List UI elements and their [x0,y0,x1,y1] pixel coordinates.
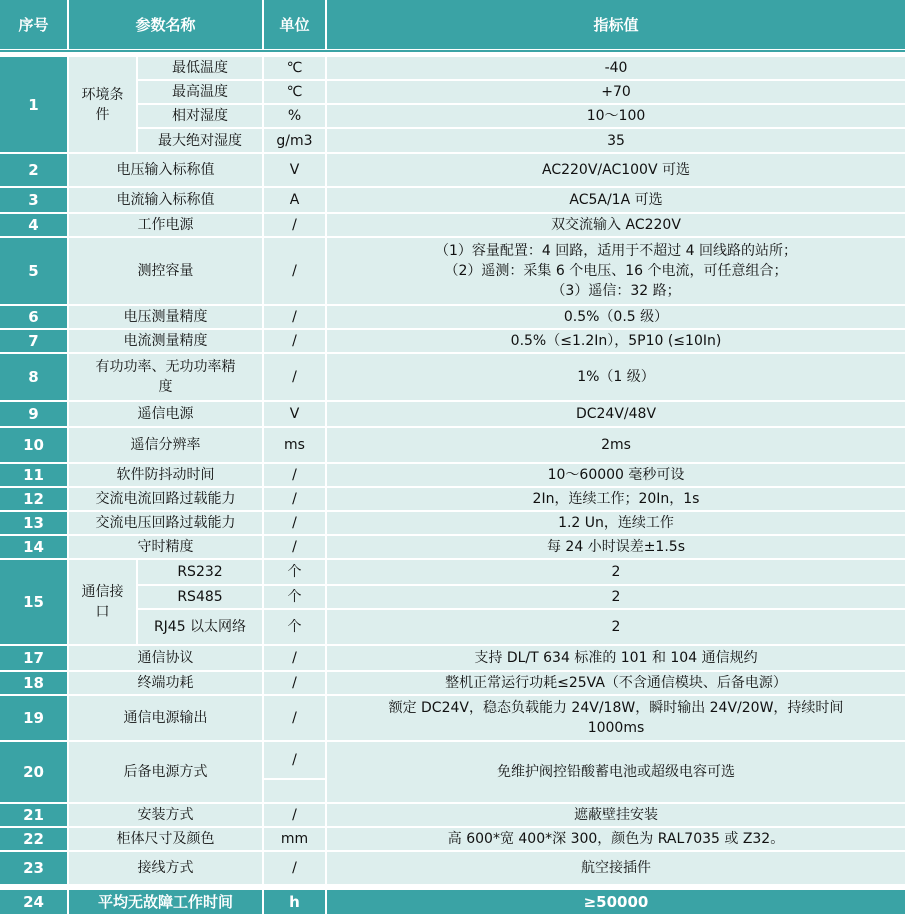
row-3-name: 电流输入标称值 [69,188,262,212]
header-rule [0,50,905,52]
row-12-seq: 12 [0,488,67,510]
row-20-seq: 20 [0,742,67,802]
row-20-unit: / [264,742,325,778]
row-11-unit: / [264,464,325,486]
row-1b-name: 最高温度 [138,81,262,103]
row-6-value: 0.5%（0.5 级） [327,306,905,328]
row-13-value: 1.2 Un，连续工作 [327,512,905,534]
row-21-value: 遮蔽壁挂安装 [327,804,905,826]
header-value: 指标值 [327,0,905,49]
row-17-value: 支持 DL/T 634 标准的 101 和 104 通信规约 [327,646,905,670]
row-20-name: 后备电源方式 [69,742,262,802]
row-15b-name: RS485 [138,586,262,608]
row-12-value: 2In，连续工作；20In，1s [327,488,905,510]
row-1b-unit: ℃ [264,81,325,103]
row-12-name: 交流电流回路过载能力 [69,488,262,510]
row-21-seq: 21 [0,804,67,826]
row-2-value: AC220V/AC100V 可选 [327,154,905,186]
row-9-name: 遥信电源 [69,402,262,426]
row-6-name: 电压测量精度 [69,306,262,328]
row-5-value: （1）容量配置：4 回路，适用于不超过 4 回线路的站所； （2）遥测：采集 6 个电压、16 个电流，可任意组合； （3）遥信：32 路； [327,238,905,304]
row-17-name: 通信协议 [69,646,262,670]
row-1c-name: 相对湿度 [138,105,262,127]
row-8-unit: / [264,354,325,400]
row-18-seq: 18 [0,672,67,694]
row-15c-unit: 个 [264,610,325,644]
row-6-unit: / [264,306,325,328]
row-1d-value: 35 [327,129,905,152]
row-8-seq: 8 [0,354,67,400]
row-1d-unit: g/m3 [264,129,325,152]
row-5-name: 测控容量 [69,238,262,304]
row-24-unit: h [264,890,325,914]
row-17-unit: / [264,646,325,670]
row-4-unit: / [264,214,325,236]
row-10-seq: 10 [0,428,67,462]
row-22-name: 柜体尺寸及颜色 [69,828,262,850]
row-20-unit-blank [264,780,325,802]
row-13-unit: / [264,512,325,534]
row-19-unit: / [264,696,325,740]
row-9-value: DC24V/48V [327,402,905,426]
row-15c-name: RJ45 以太网络 [138,610,262,644]
row-11-seq: 11 [0,464,67,486]
row-23-seq: 23 [0,852,67,884]
row-2-name: 电压输入标称值 [69,154,262,186]
row-14-unit: / [264,536,325,558]
row-22-seq: 22 [0,828,67,850]
row-7-seq: 7 [0,330,67,352]
row-24-value: ≥50000 [327,890,905,914]
row-24-seq: 24 [0,890,67,914]
row-21-unit: / [264,804,325,826]
row-14-seq: 14 [0,536,67,558]
row-4-value: 双交流输入 AC220V [327,214,905,236]
header-unit: 单位 [264,0,325,49]
row-24-name: 平均无故障工作时间 [69,890,262,914]
row-15-seq: 15 [0,560,67,644]
row-4-name: 工作电源 [69,214,262,236]
row-22-unit: mm [264,828,325,850]
row-5-seq: 5 [0,238,67,304]
row-8-value: 1%（1 级） [327,354,905,400]
row-13-name: 交流电压回路过载能力 [69,512,262,534]
row-1-unit: ℃ [264,57,325,79]
row-18-unit: / [264,672,325,694]
row-4-seq: 4 [0,214,67,236]
row-19-value: 额定 DC24V，稳态负载能力 24V/18W，瞬时输出 24V/20W，持续时间 1000ms [327,696,905,740]
row-7-unit: / [264,330,325,352]
row-1-seq: 1 [0,57,67,152]
row-5-unit: / [264,238,325,304]
row-3-unit: A [264,188,325,212]
row-3-value: AC5A/1A 可选 [327,188,905,212]
row-15-name: RS232 [138,560,262,584]
row-9-unit: V [264,402,325,426]
row-14-value: 每 24 小时误差±1.5s [327,536,905,558]
row-20-value: 免维护阀控铅酸蓄电池或超级电容可选 [327,742,905,802]
row-22-value: 高 600*宽 400*深 300，颜色为 RAL7035 或 Z32。 [327,828,905,850]
row-23-name: 接线方式 [69,852,262,884]
header-seq: 序号 [0,0,67,49]
row-19-name: 通信电源输出 [69,696,262,740]
row-18-name: 终端功耗 [69,672,262,694]
row-14-name: 守时精度 [69,536,262,558]
row-18-value: 整机正常运行功耗≤25VA（不含通信模块、后备电源） [327,672,905,694]
row-15b-unit: 个 [264,586,325,608]
row-10-unit: ms [264,428,325,462]
row-1d-name: 最大绝对湿度 [138,129,262,152]
row-1-value: -40 [327,57,905,79]
row-21-name: 安装方式 [69,804,262,826]
row-23-unit: / [264,852,325,884]
row-19-seq: 19 [0,696,67,740]
row-1c-value: 10～100 [327,105,905,127]
row-23-value: 航空接插件 [327,852,905,884]
row-1-name: 最低温度 [138,57,262,79]
row-7-value: 0.5%（≤1.2In），5P10 (≤10In) [327,330,905,352]
row-15c-value: 2 [327,610,905,644]
row-3-seq: 3 [0,188,67,212]
header-param: 参数名称 [69,0,262,49]
row-17-seq: 17 [0,646,67,670]
row-1b-value: +70 [327,81,905,103]
row-15-value: 2 [327,560,905,584]
row-12-unit: / [264,488,325,510]
row-2-seq: 2 [0,154,67,186]
row-15-unit: 个 [264,560,325,584]
row-15-group: 通信接 口 [69,560,136,644]
row-8-name: 有功功率、无功功率精 度 [69,354,262,400]
row-13-seq: 13 [0,512,67,534]
row-9-seq: 9 [0,402,67,426]
row-1-group: 环境条 件 [69,57,136,152]
row-1c-unit: % [264,105,325,127]
row-11-value: 10～60000 毫秒可设 [327,464,905,486]
row-10-name: 遥信分辨率 [69,428,262,462]
row-10-value: 2ms [327,428,905,462]
row-15b-value: 2 [327,586,905,608]
row-7-name: 电流测量精度 [69,330,262,352]
row-2-unit: V [264,154,325,186]
row-6-seq: 6 [0,306,67,328]
row-11-name: 软件防抖动时间 [69,464,262,486]
